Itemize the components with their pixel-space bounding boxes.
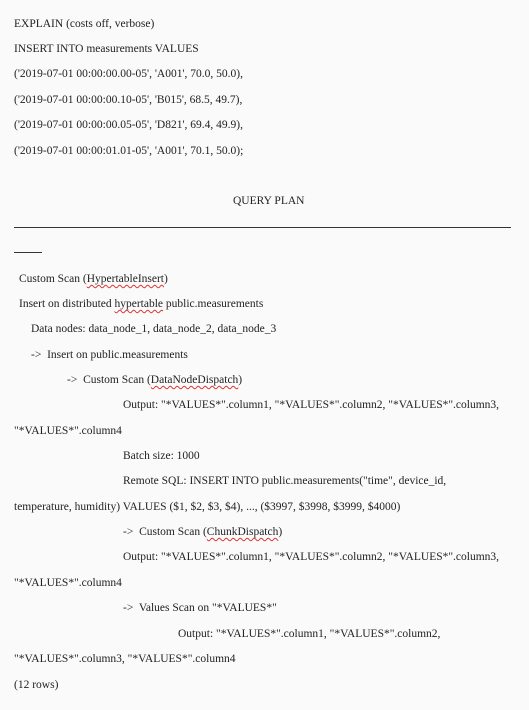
plan-custom-scan-suffix: ) — [164, 273, 168, 285]
plan-chunk-suffix: ) — [278, 526, 283, 538]
values-row-2: ('2019-07-01 00:00:00.10-05', 'B015', 68.5, 49.7), — [14, 94, 243, 106]
plan-insert-distributed — [19, 297, 263, 311]
plan-custom-scan-chunk-dispatch — [123, 525, 282, 539]
data-node-dispatch-term: DataNodeDispatch — [150, 374, 239, 386]
insert-statement: INSERT INTO measurements VALUES — [14, 43, 199, 55]
explain-statement: EXPLAIN (costs off, verbose) — [14, 18, 155, 30]
row-count: (12 rows) — [14, 679, 59, 691]
values-row-3: ('2019-07-01 00:00:00.05-05', 'D821', 69.4, 49.9), — [14, 119, 244, 131]
chunk-dispatch-term: ChunkDispatch — [206, 526, 279, 538]
plan-output-1: Output: "*VALUES*".column1, "*VALUES*".column2, "*VALUES*".column3, — [123, 399, 500, 411]
hypertable-term: hypertable — [114, 298, 164, 310]
header-divider-tail — [14, 252, 42, 253]
plan-batch-size: Batch size: 1000 — [123, 450, 200, 462]
values-row-1: ('2019-07-01 00:00:00.00-05', 'A001', 70.0, 50.0), — [14, 68, 244, 80]
values-row-4: ('2019-07-01 00:00:01.01-05', 'A001', 70.1, 50.0); — [14, 145, 244, 157]
plan-remote-sql: Remote SQL: INSERT INTO public.measurements("time", device_id, — [123, 475, 447, 487]
plan-output-2: Output: "*VALUES*".column1, "*VALUES*".column2, "*VALUES*".column3, — [123, 551, 500, 563]
query-plan-header: QUERY PLAN — [233, 195, 305, 207]
plan-values-scan: -> Values Scan on "*VALUES*" — [123, 602, 277, 614]
hypertable-insert-term: HypertableInsert — [86, 273, 165, 285]
plan-chunk-prefix: -> Custom Scan ( — [123, 526, 207, 538]
plan-custom-scan-hypertable-insert — [19, 272, 168, 286]
plan-custom-scan-data-node-dispatch — [67, 373, 242, 387]
plan-output-3: Output: "*VALUES*".column1, "*VALUES*".column2, — [178, 628, 441, 640]
plan-output-2-cont: "*VALUES*".column4 — [14, 577, 122, 589]
plan-dispatch-prefix: -> Custom Scan ( — [67, 374, 151, 386]
plan-insert-prefix: Insert on distributed — [19, 298, 115, 310]
plan-insert-suffix: public.measurements — [163, 298, 264, 310]
plan-custom-scan-prefix: Custom Scan ( — [19, 273, 87, 285]
plan-output-1-cont: "*VALUES*".column4 — [14, 425, 122, 437]
header-divider — [14, 227, 511, 228]
plan-data-nodes: Data nodes: data_node_1, data_node_2, data_node_3 — [31, 323, 277, 335]
plan-dispatch-suffix: ) — [238, 374, 243, 386]
plan-insert-on: -> Insert on public.measurements — [31, 349, 188, 361]
plan-output-3-cont: "*VALUES*".column3, "*VALUES*".column4 — [14, 653, 236, 665]
plan-remote-sql-cont: temperature, humidity) VALUES ($1, $2, $3, $4), ..., ($3997, $3998, $3999, $4000) — [14, 501, 401, 513]
